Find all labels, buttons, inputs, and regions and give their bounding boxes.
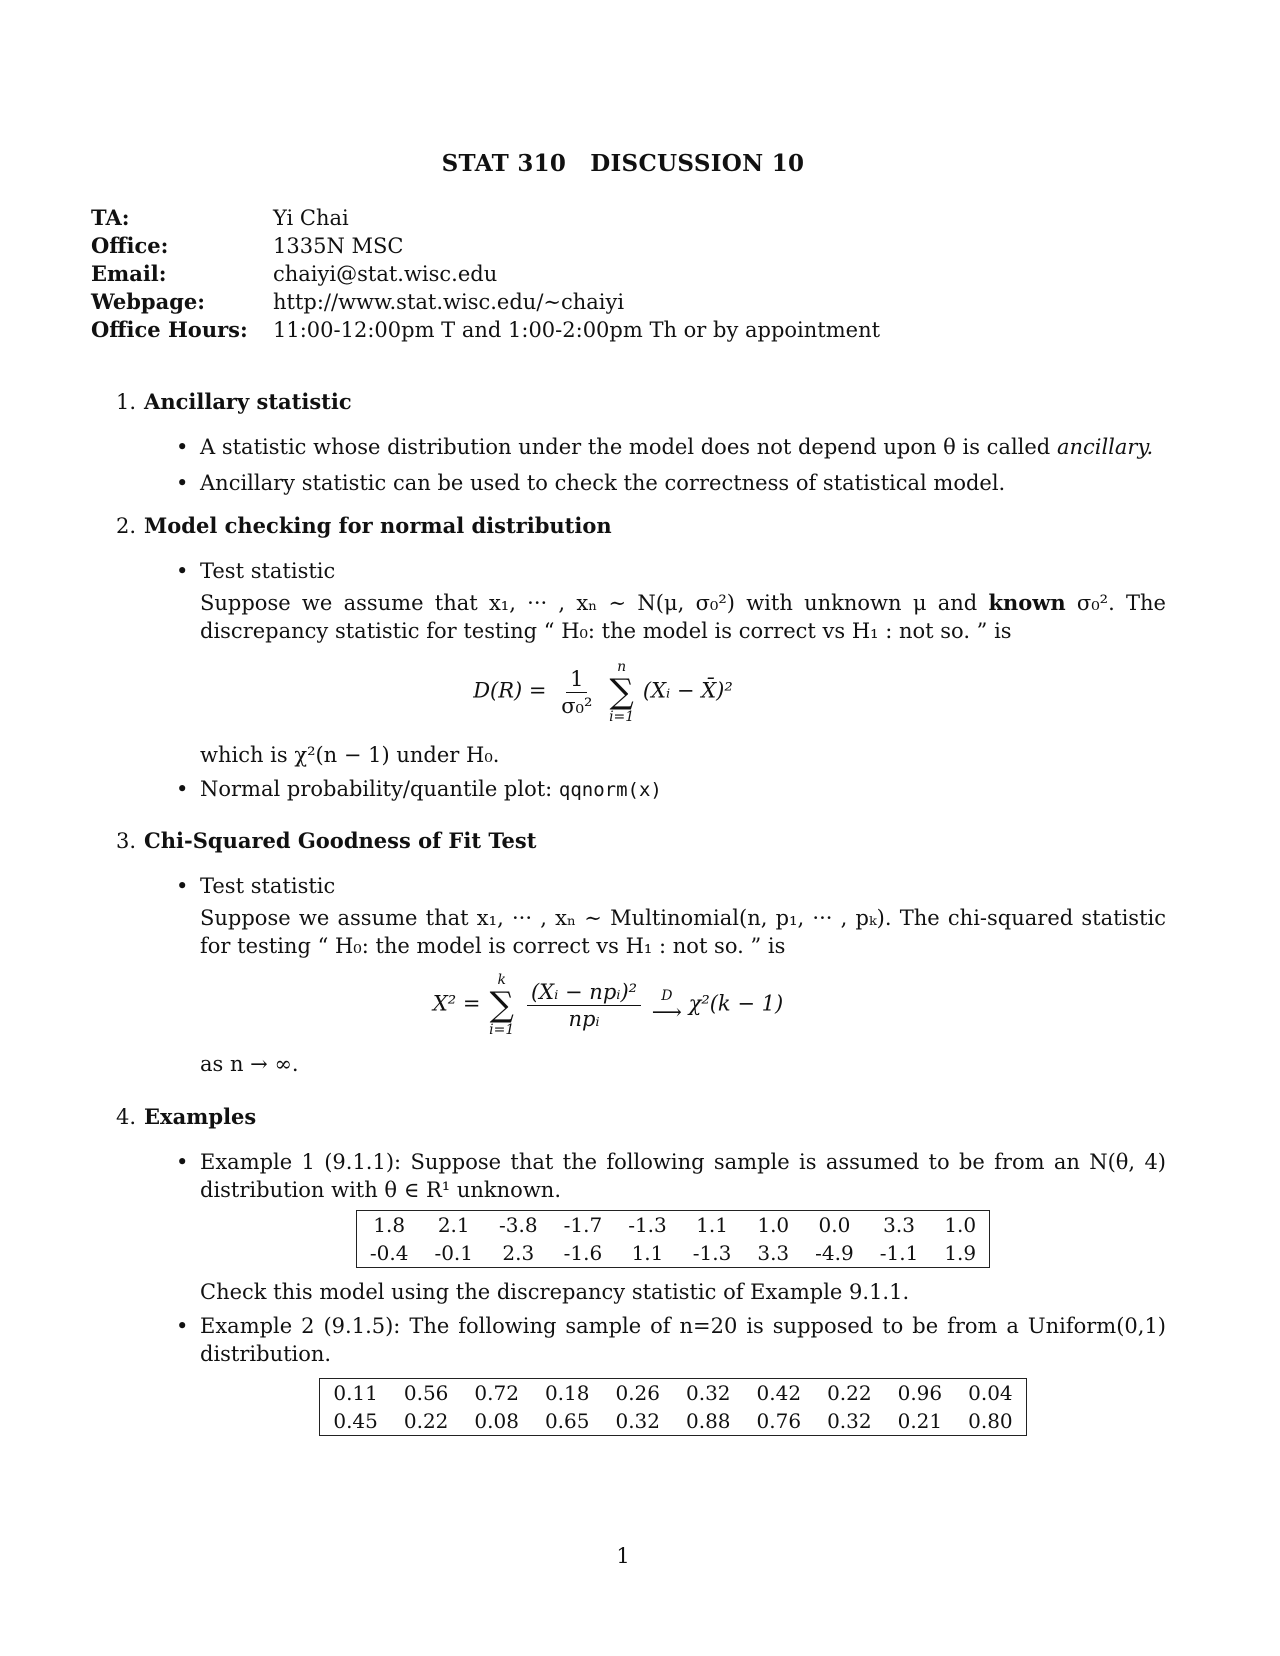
table-cell: 1.0 xyxy=(944,1213,977,1237)
bullet-list xyxy=(176,1148,1166,1436)
bullet-item xyxy=(176,1148,1166,1306)
table-cell: -1.1 xyxy=(879,1241,919,1265)
info-label: Office: xyxy=(91,233,169,258)
table-cell: 0.76 xyxy=(756,1409,802,1433)
table-cell: 0.88 xyxy=(686,1409,731,1433)
table-wrapper xyxy=(180,1210,1166,1268)
info-row-ta xyxy=(91,204,880,232)
info-label: Email: xyxy=(91,261,167,286)
bullet-item xyxy=(176,557,1166,769)
section-examples xyxy=(116,1103,1166,1436)
table-cell: 0.65 xyxy=(544,1409,590,1433)
table-cell: 0.42 xyxy=(756,1381,802,1405)
table-row xyxy=(320,1407,1026,1436)
table-cell: -1.7 xyxy=(563,1213,603,1237)
info-label: TA: xyxy=(91,205,130,230)
page-number: 1 xyxy=(616,1544,630,1568)
table-cell: 0.80 xyxy=(968,1409,1013,1433)
table-cell: 0.21 xyxy=(897,1409,943,1433)
table-cell: 1.9 xyxy=(944,1241,977,1265)
table-cell: 2.1 xyxy=(437,1213,470,1237)
info-value: chaiyi@stat.wisc.edu xyxy=(273,262,498,286)
table-cell: 0.96 xyxy=(897,1381,943,1405)
discrepancy-equation: D(R) = $\frac{1}{\text{σ₀²}}$ n ∑ i=1 (Xᵢ − X̄)² xyxy=(473,659,733,725)
bullet-heading: • Test statistic xyxy=(200,874,336,898)
table-cell: 0.45 xyxy=(333,1409,378,1433)
table-cell: 1.8 xyxy=(373,1213,406,1237)
table-cell: 1.1 xyxy=(631,1241,664,1265)
chi-squared-equation: X² = k ∑ i=1 $\frac{\text{(Xᵢ − npᵢ)²}}{\text{npᵢ}}$ D ⟶ χ²(k − 1) xyxy=(432,972,784,1038)
table-cell: 1.1 xyxy=(696,1213,728,1237)
ta-info xyxy=(91,204,880,344)
section-model-checking xyxy=(116,512,1166,804)
paragraph: Check this model using the discrepancy statistic of Example 9.1.1. xyxy=(200,1280,910,1304)
section-heading: 3. Chi-Squared Goodness of Fit Test xyxy=(116,828,537,853)
table-row xyxy=(320,1379,1026,1408)
paragraph: which is χ²(n − 1) under H₀. xyxy=(200,743,500,767)
bullet-item xyxy=(176,872,1166,1078)
section-heading: 4. Examples xyxy=(116,1104,257,1129)
table-cell: -0.4 xyxy=(369,1241,409,1265)
info-row-webpage xyxy=(91,288,880,316)
table-cell: 2.3 xyxy=(502,1241,535,1265)
bullet-heading: • Test statistic xyxy=(200,559,336,583)
paragraph: Suppose we assume that x₁, ··· , xₙ ∼ Multinomial(n, p₁, ··· , pₖ). The chi-squared statistic for testing “ H₀: the model is correct vs H₁ : not so. ” is xyxy=(200,906,1166,958)
table-cell: 0.04 xyxy=(968,1381,1013,1405)
info-value: 11:00-12:00pm T and 1:00-2:00pm Th or by appointment xyxy=(273,318,881,342)
bullet-list xyxy=(176,557,1166,804)
table-cell: -4.9 xyxy=(815,1241,854,1265)
bullet-item: • Normal probability/quantile plot: qqnorm(x) xyxy=(176,775,1166,804)
course-code: STAT 310 xyxy=(441,150,567,177)
bullet-item xyxy=(176,1312,1166,1436)
discussion-name: DISCUSSION 10 xyxy=(590,150,805,177)
table-cell: 0.32 xyxy=(827,1409,872,1433)
table-cell: 0.32 xyxy=(686,1381,731,1405)
info-value: Yi Chai xyxy=(273,206,349,230)
table-cell: -1.6 xyxy=(563,1241,603,1265)
table-cell: 3.3 xyxy=(757,1241,790,1265)
info-row-email xyxy=(91,260,880,288)
table-cell: 3.3 xyxy=(883,1213,915,1237)
table-row xyxy=(356,1239,989,1268)
table-cell: 0.11 xyxy=(333,1381,378,1405)
paragraph: • Example 2 (9.1.5): The following sample of n=20 is supposed to be from a Uniform(0,1) distribution. xyxy=(200,1314,1166,1366)
table-cell: 0.18 xyxy=(544,1381,590,1405)
section-heading: 1. Ancillary statistic xyxy=(116,389,352,414)
paragraph: as n → ∞. xyxy=(200,1052,299,1076)
table-cell: 0.22 xyxy=(403,1409,449,1433)
table-cell: -1.3 xyxy=(628,1213,667,1237)
section-chi-squared xyxy=(116,827,1166,1078)
info-label: Webpage: xyxy=(91,289,206,314)
table-row xyxy=(356,1211,989,1240)
table-cell: -3.8 xyxy=(499,1213,538,1237)
sample-table-1 xyxy=(356,1210,990,1268)
sample-table-2 xyxy=(319,1378,1026,1436)
bullet-item: • A statistic whose distribution under the model does not depend upon θ is called ancillary. xyxy=(176,433,1166,461)
info-row-office xyxy=(91,232,880,260)
info-label: Office Hours: xyxy=(91,317,248,342)
info-row-office-hours xyxy=(91,316,880,344)
table-cell: -1.3 xyxy=(692,1241,732,1265)
table-wrapper xyxy=(180,1378,1166,1436)
info-value: http://www.stat.wisc.edu/∼chaiyi xyxy=(273,290,625,314)
table-cell: 0.56 xyxy=(403,1381,449,1405)
table-cell: 0.22 xyxy=(827,1381,872,1405)
table-cell: 0.72 xyxy=(474,1381,519,1405)
page-title xyxy=(0,150,1246,178)
bullet-item: • Ancillary statistic can be used to check the correctness of statistical model. xyxy=(176,469,1166,497)
paragraph: Suppose we assume that x₁, ··· , xₙ ∼ N(μ, σ₀²) with unknown μ and known σ₀². The discrepancy statistic for testing “ H₀: the model is correct vs H₁ : not so. ” is xyxy=(200,590,1166,643)
table-cell: 0.0 xyxy=(818,1213,851,1237)
bullet-list xyxy=(176,433,1166,497)
table-cell: 0.26 xyxy=(615,1381,660,1405)
info-value: 1335N MSC xyxy=(273,234,404,258)
code-snippet: qqnorm(x) xyxy=(558,779,662,801)
bullet-list xyxy=(176,872,1166,1078)
table-cell: 0.08 xyxy=(474,1409,519,1433)
paragraph: • Example 1 (9.1.1): Suppose that the following sample is assumed to be from an N(θ, 4) distribution with θ ∈ R¹ unknown. xyxy=(200,1150,1166,1202)
section-ancillary-statistic xyxy=(116,388,1166,497)
table-cell: 1.0 xyxy=(757,1213,790,1237)
section-heading: 2. Model checking for normal distribution xyxy=(116,513,612,538)
table-cell: -0.1 xyxy=(434,1241,474,1265)
table-cell: 0.32 xyxy=(615,1409,660,1433)
